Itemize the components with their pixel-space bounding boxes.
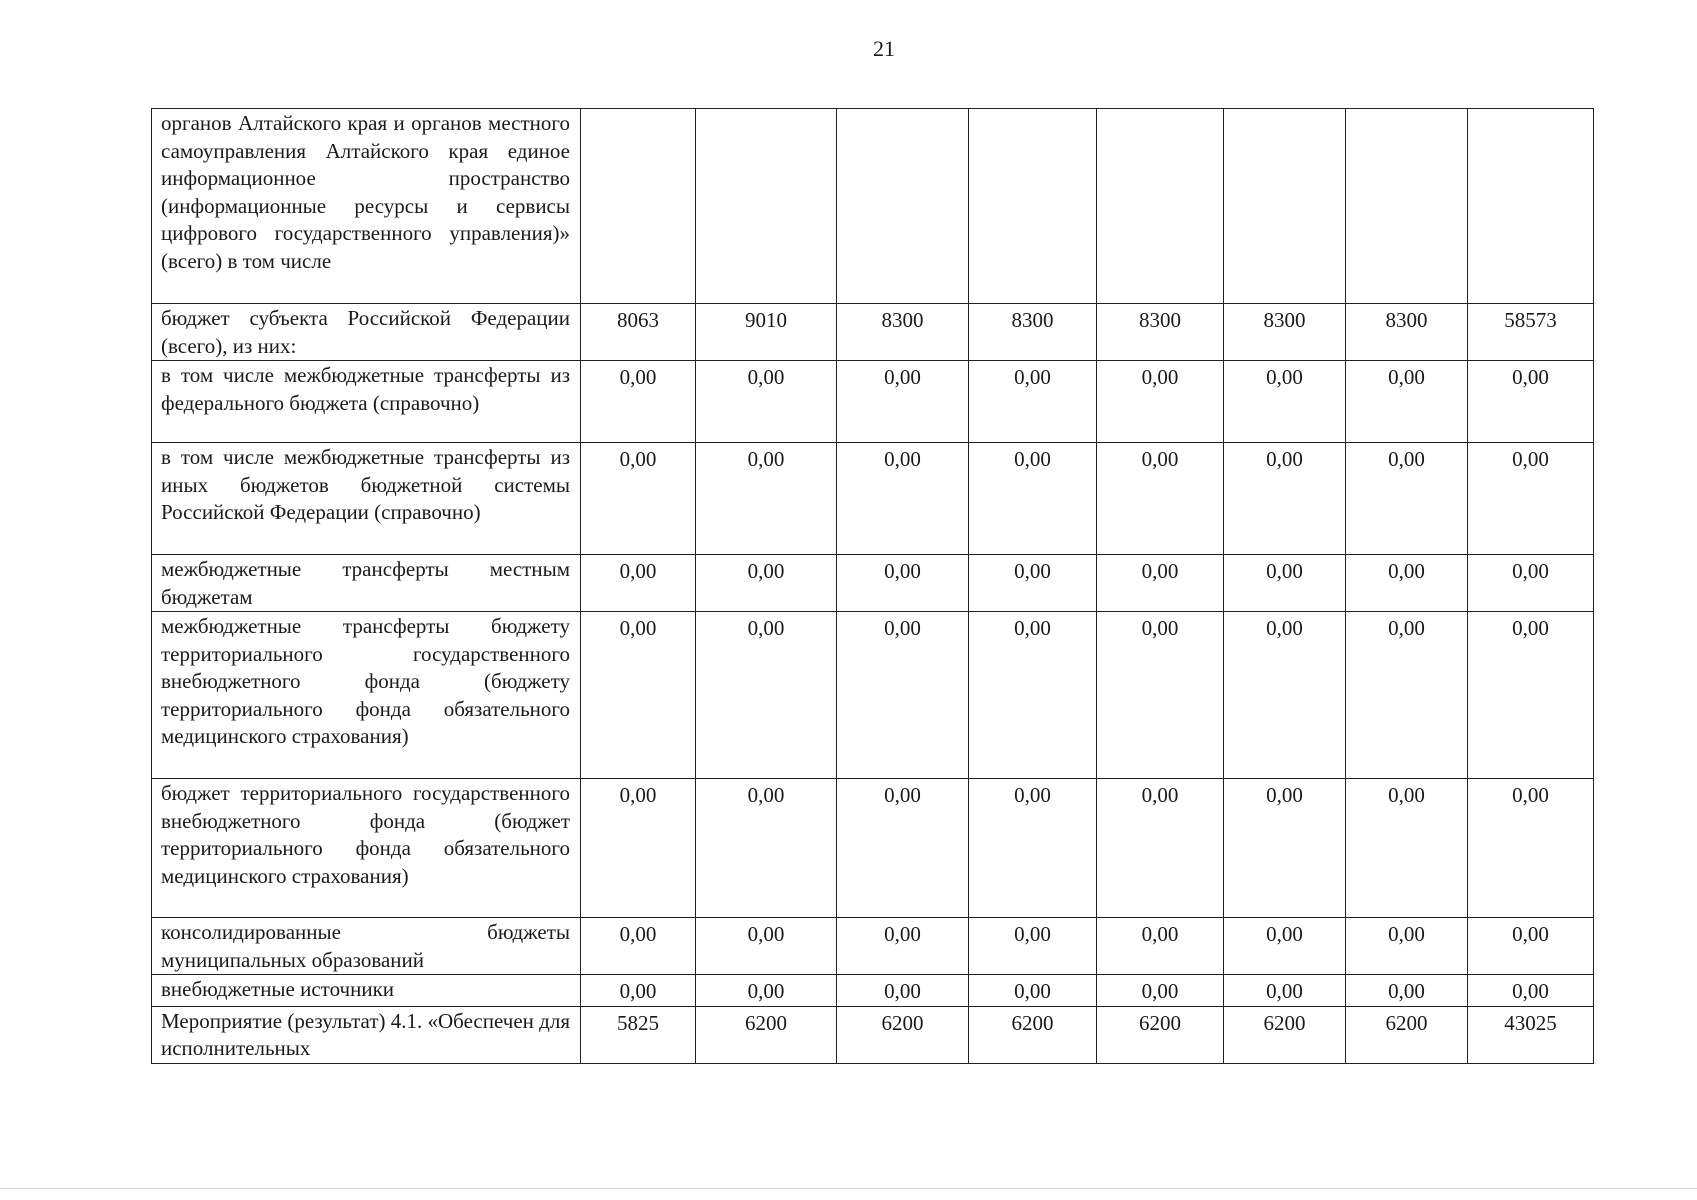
value-cell: 0,00 <box>1224 918 1346 975</box>
value-cell: 0,00 <box>696 443 837 555</box>
row-label: в том числе межбюджетные трансферты из федерального бюджета (справочно) <box>152 361 581 443</box>
value-cell <box>1468 109 1594 304</box>
value-cell: 0,00 <box>1097 612 1224 779</box>
value-cell: 0,00 <box>1468 555 1594 612</box>
value-cell: 0,00 <box>1468 918 1594 975</box>
value-cell: 0,00 <box>1224 361 1346 443</box>
scan-edge-line <box>0 1188 1697 1189</box>
value-cell: 0,00 <box>1346 975 1468 1007</box>
value-cell: 0,00 <box>1097 555 1224 612</box>
value-cell: 43025 <box>1468 1006 1594 1063</box>
value-cell: 0,00 <box>969 975 1097 1007</box>
value-cell <box>1097 109 1224 304</box>
value-cell: 8300 <box>1224 304 1346 361</box>
value-cell: 8300 <box>837 304 969 361</box>
budget-table <box>151 108 1594 1064</box>
value-cell: 0,00 <box>581 555 696 612</box>
row-label: бюджет субъекта Российской Федерации (всего), из них: <box>152 304 581 361</box>
value-cell: 0,00 <box>969 779 1097 918</box>
table-row <box>152 612 1594 779</box>
value-cell: 6200 <box>837 1006 969 1063</box>
row-label: органов Алтайского края и органов местного самоуправления Алтайского края единое информационное пространство (информационные ресурсы и сервисы цифрового государственного управления)» (всего) в том числе <box>152 109 581 304</box>
table-row <box>152 109 1594 304</box>
value-cell: 0,00 <box>581 361 696 443</box>
value-cell: 5825 <box>581 1006 696 1063</box>
value-cell <box>969 109 1097 304</box>
value-cell: 0,00 <box>969 443 1097 555</box>
value-cell: 0,00 <box>1097 918 1224 975</box>
value-cell: 0,00 <box>969 555 1097 612</box>
value-cell: 0,00 <box>1224 975 1346 1007</box>
value-cell: 0,00 <box>1346 918 1468 975</box>
value-cell: 6200 <box>1346 1006 1468 1063</box>
value-cell: 58573 <box>1468 304 1594 361</box>
value-cell: 0,00 <box>581 443 696 555</box>
value-cell: 0,00 <box>1468 361 1594 443</box>
value-cell: 0,00 <box>696 918 837 975</box>
value-cell: 0,00 <box>837 779 969 918</box>
table-row <box>152 918 1594 975</box>
value-cell: 0,00 <box>1097 361 1224 443</box>
value-cell: 0,00 <box>969 361 1097 443</box>
value-cell: 8300 <box>969 304 1097 361</box>
table-row <box>152 975 1594 1007</box>
table-row <box>152 779 1594 918</box>
value-cell: 0,00 <box>1468 779 1594 918</box>
value-cell: 8300 <box>1097 304 1224 361</box>
row-label: консолидированные бюджеты муниципальных образований <box>152 918 581 975</box>
value-cell: 0,00 <box>696 779 837 918</box>
value-cell: 6200 <box>1097 1006 1224 1063</box>
page-number: 21 <box>873 36 895 61</box>
row-label: в том числе межбюджетные трансферты из иных бюджетов бюджетной системы Российской Федерации (справочно) <box>152 443 581 555</box>
value-cell: 0,00 <box>1346 779 1468 918</box>
value-cell <box>1224 109 1346 304</box>
row-label: межбюджетные трансферты бюджету территориального государственного внебюджетного фонда (бюджету территориального фонда обязательного медицинского страхования) <box>152 612 581 779</box>
value-cell: 0,00 <box>837 918 969 975</box>
row-label: Мероприятие (результат) 4.1. «Обеспечен для исполнительных <box>152 1006 581 1063</box>
value-cell: 9010 <box>696 304 837 361</box>
value-cell: 0,00 <box>581 918 696 975</box>
value-cell: 0,00 <box>969 918 1097 975</box>
value-cell: 0,00 <box>1224 779 1346 918</box>
table-row <box>152 361 1594 443</box>
value-cell: 8063 <box>581 304 696 361</box>
table-row <box>152 555 1594 612</box>
value-cell: 8300 <box>1346 304 1468 361</box>
value-cell: 0,00 <box>1346 361 1468 443</box>
table-row <box>152 304 1594 361</box>
value-cell: 0,00 <box>1224 443 1346 555</box>
value-cell: 0,00 <box>1346 443 1468 555</box>
value-cell: 0,00 <box>837 361 969 443</box>
row-label: внебюджетные источники <box>152 975 581 1007</box>
value-cell: 0,00 <box>969 612 1097 779</box>
value-cell: 0,00 <box>1346 612 1468 779</box>
value-cell: 0,00 <box>1097 975 1224 1007</box>
value-cell: 0,00 <box>1468 443 1594 555</box>
value-cell: 0,00 <box>581 779 696 918</box>
value-cell: 0,00 <box>581 612 696 779</box>
value-cell: 0,00 <box>837 975 969 1007</box>
table-row <box>152 443 1594 555</box>
value-cell <box>1346 109 1468 304</box>
value-cell: 0,00 <box>837 612 969 779</box>
value-cell: 6200 <box>696 1006 837 1063</box>
value-cell: 0,00 <box>696 612 837 779</box>
value-cell: 0,00 <box>581 975 696 1007</box>
value-cell <box>581 109 696 304</box>
value-cell: 0,00 <box>837 555 969 612</box>
row-label: бюджет территориального государственного внебюджетного фонда (бюджет территориального фонда обязательного медицинского страхования) <box>152 779 581 918</box>
value-cell: 0,00 <box>1468 975 1594 1007</box>
value-cell: 0,00 <box>696 555 837 612</box>
value-cell: 0,00 <box>1468 612 1594 779</box>
value-cell: 0,00 <box>696 361 837 443</box>
value-cell: 0,00 <box>1097 443 1224 555</box>
value-cell: 0,00 <box>1224 555 1346 612</box>
value-cell: 6200 <box>1224 1006 1346 1063</box>
value-cell <box>837 109 969 304</box>
value-cell <box>696 109 837 304</box>
row-label: межбюджетные трансферты местным бюджетам <box>152 555 581 612</box>
value-cell: 0,00 <box>696 975 837 1007</box>
value-cell: 0,00 <box>1346 555 1468 612</box>
value-cell: 0,00 <box>1097 779 1224 918</box>
value-cell: 6200 <box>969 1006 1097 1063</box>
table-row <box>152 1006 1594 1063</box>
value-cell: 0,00 <box>1224 612 1346 779</box>
value-cell: 0,00 <box>837 443 969 555</box>
